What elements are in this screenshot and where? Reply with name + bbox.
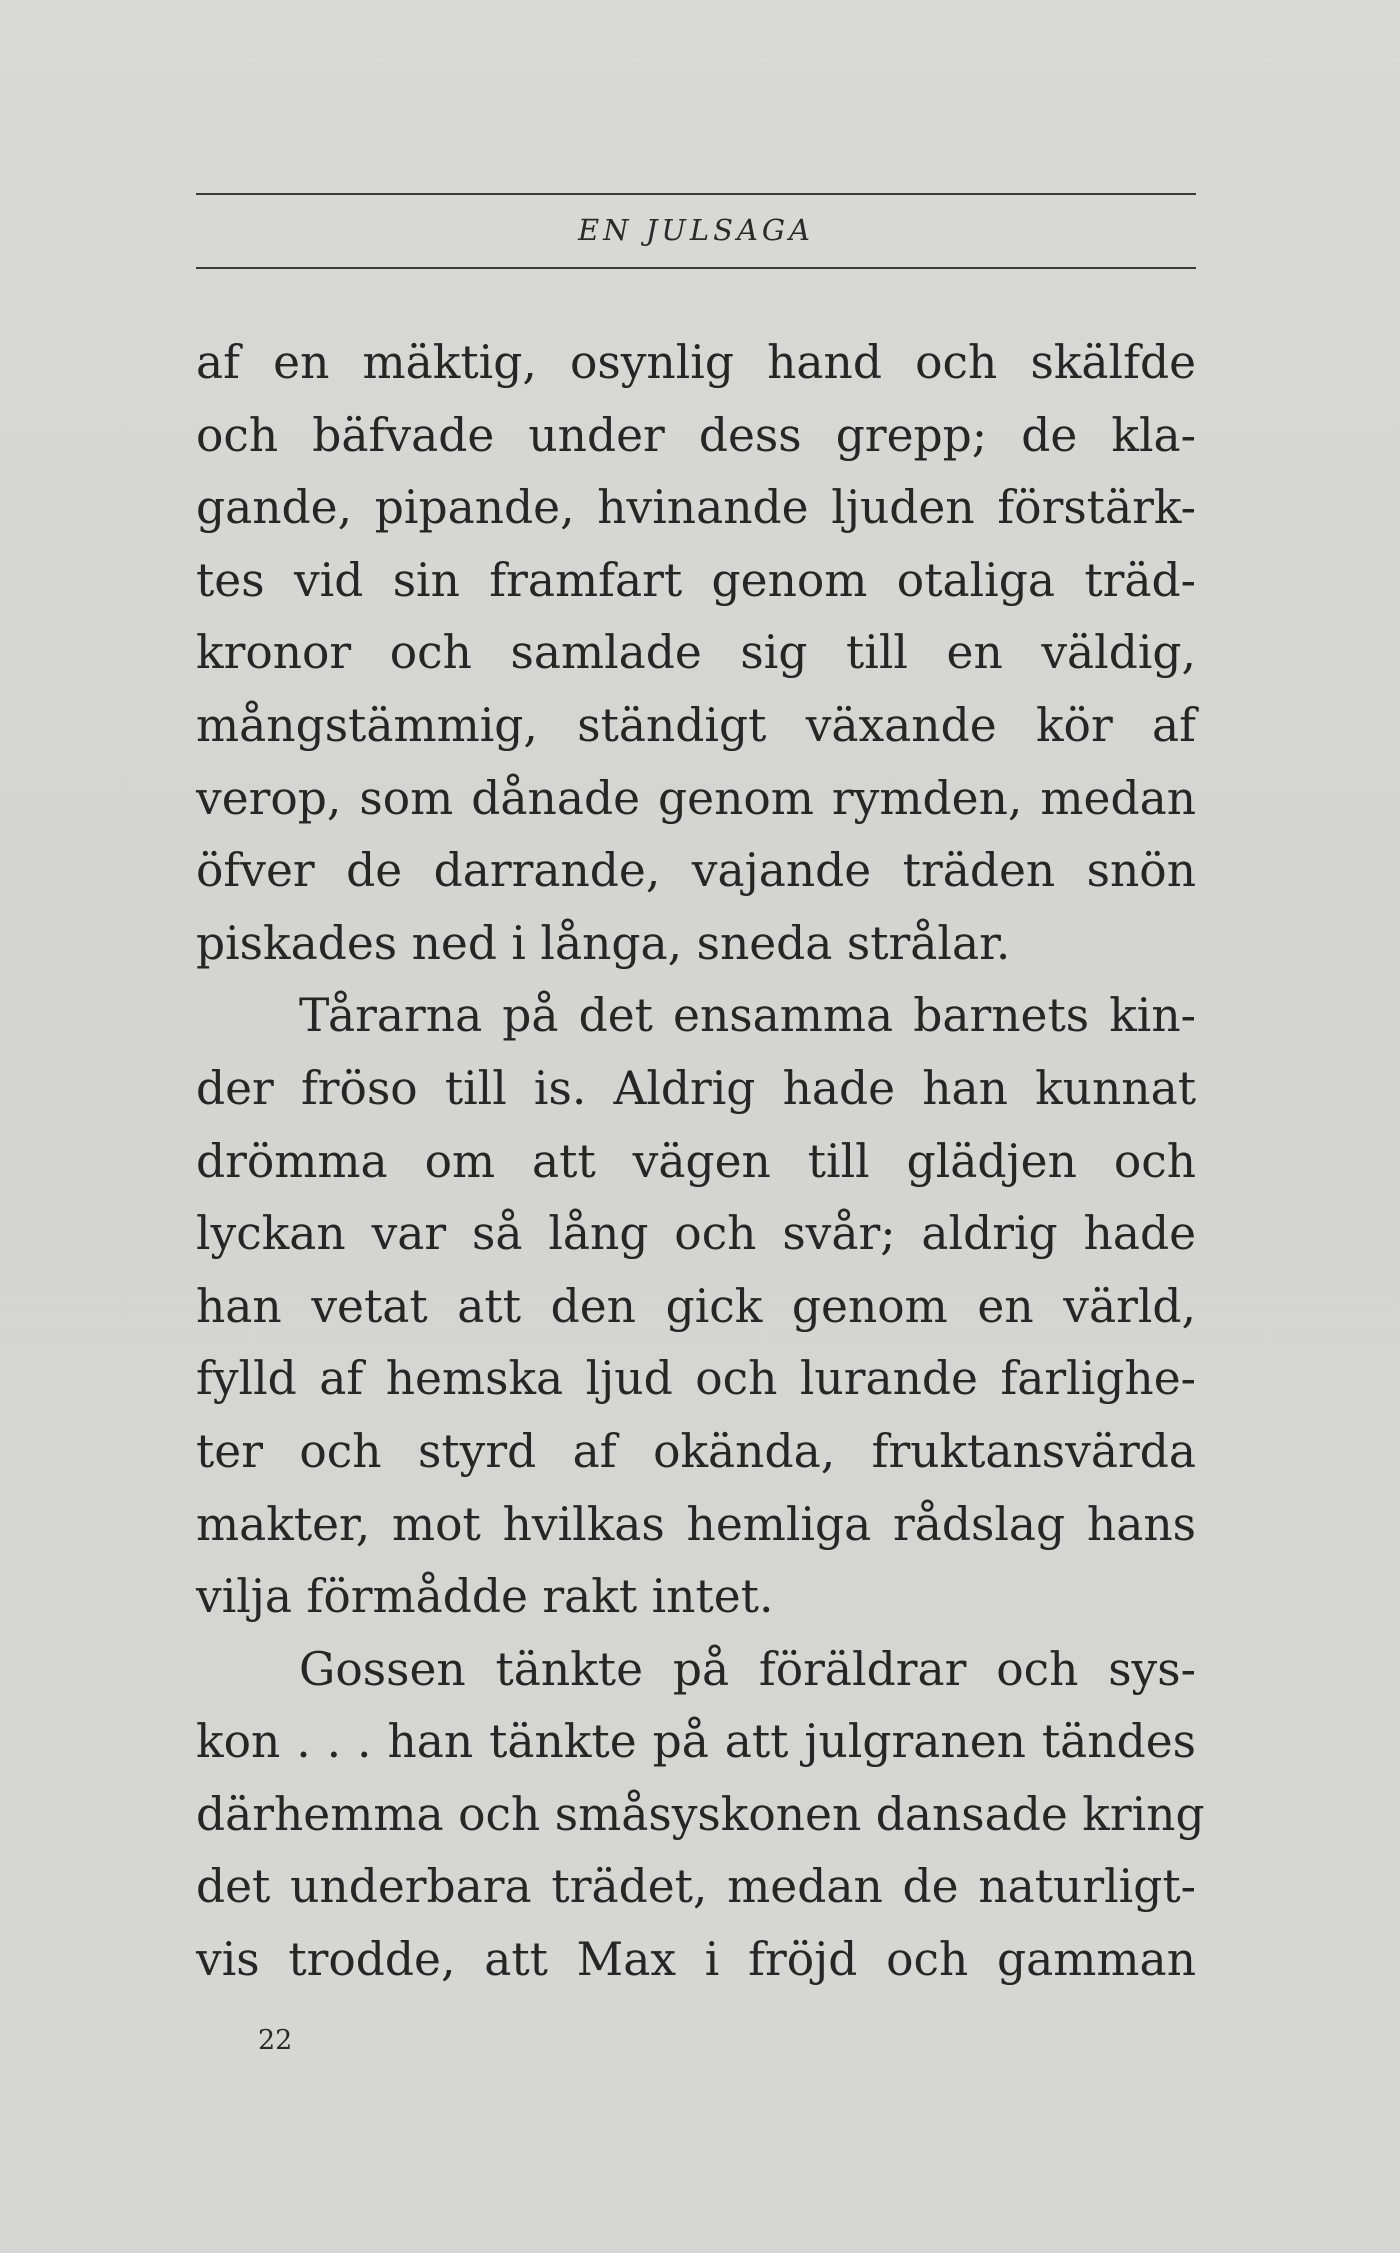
text-line: verop, som dånade genom rymden, medan xyxy=(196,771,1196,825)
running-head: EN JULSAGA xyxy=(577,213,814,247)
paragraph-start-line: Tårarna på det ensamma barnets kin- xyxy=(299,989,1196,1043)
header-rule-bottom xyxy=(196,267,1196,269)
text-line: vis trodde, att Max i fröjd och gamman xyxy=(196,1933,1196,1987)
text-line: ter och styrd af okända, fruktansvärda xyxy=(196,1424,1196,1478)
text-line: öfver de darrande, vajande träden snön xyxy=(196,844,1196,898)
text-line: det underbara trädet, medan de naturligt- xyxy=(196,1860,1196,1914)
text-line: makter, mot hvilkas hemliga rådslag hans xyxy=(196,1497,1196,1551)
text-line: der fröso till is. Aldrig hade han kunnat xyxy=(196,1061,1196,1115)
text-line: lyckan var så lång och svår; aldrig hade xyxy=(196,1207,1196,1261)
text-line: fylld af hemska ljud och lurande farlighe- xyxy=(196,1352,1196,1406)
text-line: mångstämmig, ständigt växande kör af xyxy=(196,698,1196,752)
text-line: kronor och samlade sig till en väldig, xyxy=(196,626,1196,680)
text-line: drömma om att vägen till glädjen och xyxy=(196,1134,1196,1188)
text-line: därhemma och småsyskonen dansade kring xyxy=(196,1787,1205,1841)
header-rule-top xyxy=(196,193,1196,195)
paragraph-start-line: Gossen tänkte på föräldrar och sys- xyxy=(299,1642,1196,1696)
text-line: tes vid sin framfart genom otaliga träd- xyxy=(196,553,1196,607)
text-line: gande, pipande, hvinande ljuden förstärk- xyxy=(196,481,1196,535)
text-line: vilja förmådde rakt intet. xyxy=(196,1570,774,1624)
text-line: han vetat att den gick genom en värld, xyxy=(196,1279,1196,1333)
text-line: af en mäktig, osynlig hand och skälfde xyxy=(196,336,1196,389)
page-number: 22 xyxy=(258,2025,293,2056)
text-line: piskades ned i långa, sneda strålar. xyxy=(196,916,1011,970)
text-line: och bäfvade under dess grepp; de kla- xyxy=(196,408,1196,462)
text-line: kon . . . han tänkte på att julgranen tändes xyxy=(196,1715,1196,1769)
body-text xyxy=(196,327,1205,1997)
